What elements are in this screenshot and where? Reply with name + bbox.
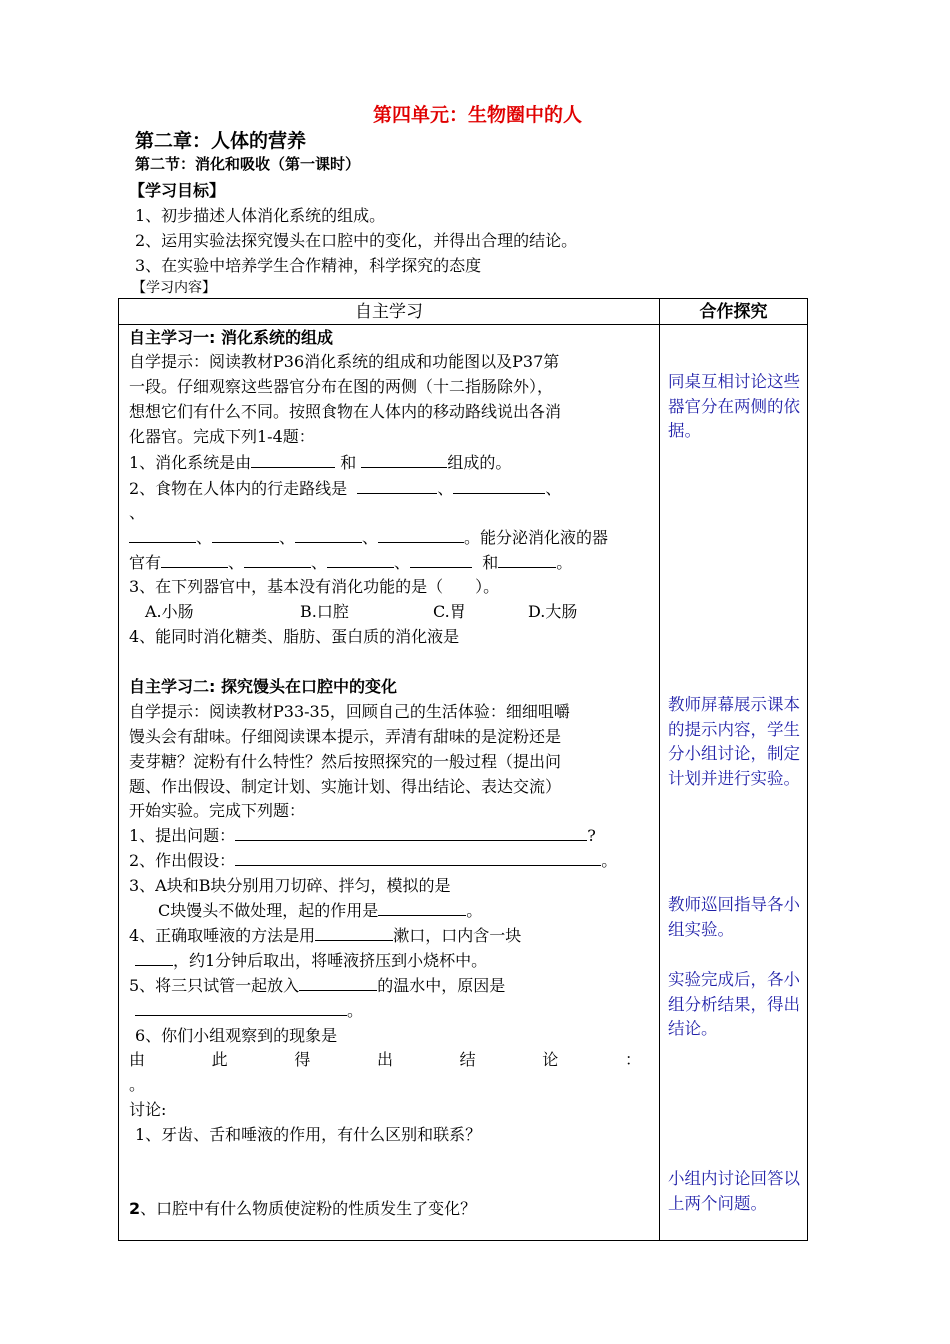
part2-q4: 4、正确取唾液的方法是用 漱口，口内含一块 [129,926,522,945]
part2-hint-line: 馒头会有甜味。仔细阅读课本提示，弄清有甜味的是淀粉还是 [129,727,562,746]
objective-3: 3、在实验中培养学生合作精神，科学探究的态度 [135,256,482,275]
answer-blank[interactable] [135,951,173,966]
coop-note-5: 小组内讨论回答以上两个问题。 [668,1169,800,1213]
coop-note-4: 实验完成后，各小组分析结果，得出结论。 [668,970,800,1038]
table-header-divider [118,324,808,325]
part2-hint-line: 题、作出假设、制定计划、实施计划、得出结论、表达交流） [129,777,562,796]
answer-blank[interactable] [212,528,279,543]
part1-q2: 2、食物在人体内的行走路线是 、 、 [129,479,562,498]
part1-q3-option[interactable]: A.小肠 [145,602,194,621]
objectives-heading: 【学习目标】 [129,181,226,200]
part1-q2-cont: 、 、 、 。能分泌消化液的器 [129,528,608,548]
part1-title: 自主学习一: 消化系统的组成 [129,328,333,347]
answer-blank[interactable] [244,553,311,568]
part1-q2-glands: 官有 、 、 、 和 。 [129,553,573,572]
objective-2: 2、运用实验法探究馒头在口腔中的变化，并得出合理的结论。 [135,231,578,250]
part2-q6: 6、你们小组观察到的现象是 [135,1026,338,1045]
table-border-left [118,298,119,1241]
table-border-bottom [118,1240,808,1241]
part2-conclusion-end: 。 [129,1075,146,1094]
table-border-right [807,298,808,1241]
answer-blank[interactable] [361,453,447,468]
answer-blank[interactable] [378,901,466,916]
coop-note-2: 教师屏幕展示课本的提示内容，学生分小组讨论，制定计划并进行实验。 [668,695,800,788]
part2-q4b: ，约1分钟后取出，将唾液挤压到小烧杯中。 [135,951,487,971]
part2-q5: 5、将三只试管一起放入 的温水中，原因是 [129,976,506,995]
table-border-top [118,298,808,299]
unit-title: 第四单元：生物圈中的人 [373,104,583,126]
answer-blank[interactable] [498,553,556,568]
table-column-divider [659,298,660,1241]
coop-note-3: 教师巡回指导各小组实验。 [668,895,800,939]
part2-title: 自主学习二: 探究馒头在口腔中的变化 [129,677,397,696]
answer-blank[interactable] [327,553,394,568]
part1-q2-sep: 、 [129,503,146,522]
answer-blank[interactable] [453,479,545,494]
discussion-q2: 2、口腔中有什么物质使淀粉的性质发生了变化？ [129,1199,477,1218]
coop-note-1: 同桌互相讨论这些器官分在两侧的依据。 [668,372,800,440]
discussion-q1: 1、牙齿、舌和唾液的作用，有什么区别和联系？ [135,1125,482,1144]
answer-blank[interactable] [378,528,464,543]
part2-q2: 2、作出假设： 。 [129,851,618,870]
column-header-self-study: 自主学习 [355,302,423,322]
part1-q3: 3、在下列器官中，基本没有消化功能的是（ ）。 [129,577,500,596]
part2-hint-line: 麦芽糖？淀粉有什么特性？然后按照探究的一般过程（提出问 [129,752,562,771]
answer-blank[interactable] [235,851,601,866]
answer-blank[interactable] [135,1001,347,1016]
chapter-title: 第二章：人体的营养 [135,130,307,152]
answer-blank[interactable] [295,528,362,543]
answer-blank[interactable] [299,976,377,991]
column-header-cooperation: 合作探究 [699,302,768,322]
part2-conclusion-line: 由 此 得 出 结 论 ： [129,1050,641,1069]
part2-q3: 3、A块和B块分别用刀切碎、拌匀，模拟的是 [129,876,451,895]
part2-q1: 1、提出问题： ? [129,826,596,845]
discussion-heading: 讨论: [129,1100,167,1119]
answer-blank[interactable] [410,553,472,568]
part1-hint-line: 化器官。完成下列1-4题： [129,427,315,446]
part1-hint-line: 想想它们有什么不同。按照食物在人体内的移动路线说出各消 [129,402,562,421]
answer-blank[interactable] [129,528,196,543]
part2-q3b: C块馒头不做处理，起的作用是 。 [158,901,483,920]
answer-blank[interactable] [251,453,335,468]
part1-q3-option[interactable]: C.胃 [433,602,466,621]
part1-hint-line: 一段。仔细观察这些器官分布在图的两侧（十二指肠除外）， [129,377,554,396]
answer-blank[interactable] [235,826,587,841]
objective-1: 1、初步描述人体消化系统的组成。 [135,206,386,225]
part1-q1: 1、消化系统是由 和 组成的。 [129,453,512,472]
part1-q4: 4、能同时消化糖类、脂肪、蛋白质的消化液是 [129,627,460,646]
part2-q5-answer: 。 [135,1001,363,1021]
content-heading: 【学习内容】 [132,280,216,296]
part1-q3-option[interactable]: D.大肠 [528,602,578,621]
answer-blank[interactable] [315,926,393,941]
answer-blank[interactable] [357,479,437,494]
part2-hint-line: 自学提示：阅读教材P33-35，回顾自己的生活体验：细细咀嚼 [129,702,570,721]
section-title: 第二节：消化和吸收（第一课时） [135,155,361,173]
part2-hint-line: 开始实验。完成下列题： [129,801,306,820]
part1-q3-option[interactable]: B.口腔 [300,602,349,621]
answer-blank[interactable] [161,553,228,568]
part1-hint-line: 自学提示：阅读教材P36消化系统的组成和功能图以及P37第 [129,352,560,371]
